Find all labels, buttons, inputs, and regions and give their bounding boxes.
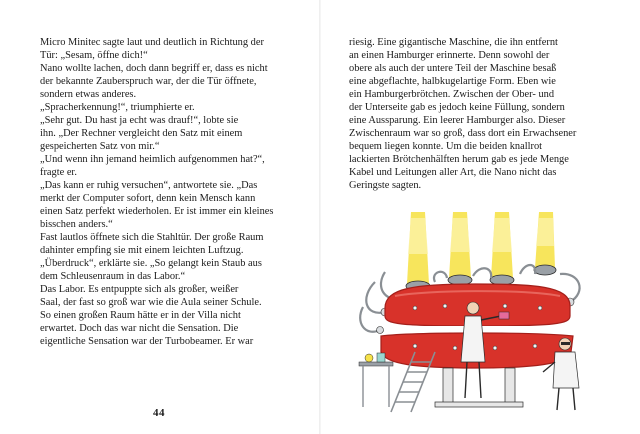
right-page-line: Geringste sagten. [349,180,422,191]
left-page-line: sondern etwas anderes. [40,89,137,100]
right-page-line: lackierten Brötchenhälften herum gab es jede Menge [349,154,569,165]
right-page-line: Kabel und Leitungen aller Art, die Nano nicht das [349,167,557,178]
left-page-line: „Und wenn ihn jemand heimlich aufgenommen hat?“, [40,154,265,165]
right-page-line: an einen Hamburger erinnerte. Denn sowohl der [349,50,550,61]
left-page-line: dahinter empfing sie mit einem leichten Luftzug. [40,245,244,256]
left-page-line: „Überdruck“, erklärte sie. „So gelangt kein Staub aus [40,258,262,269]
left-page-line: Micro Minitec sagte laut und deutlich in Richtung der [40,37,264,48]
left-page-line: einen Satz perfekt wiederholen. Er ist immer ein kleines [40,206,274,217]
left-page-line: Das Labor. Es entpuppte sich als großer, weißer [40,284,239,295]
left-page-line: gespeicherten Satz von mir.“ [40,141,160,152]
right-page-line: bequem liegen konnte. Um die beiden knallrot [349,141,543,152]
turbobeamer-illustration [355,212,595,417]
left-page-line: „Das kann er ruhig versuchen“, antwortete sie. „Das [40,180,258,191]
left-page-line: So einen großen Raum hätte er in der Villa nicht [40,310,241,321]
right-page-line: Zwischenraum war so groß, dass dort ein Erwachsener [349,128,577,139]
left-page-line: Nano wollte lachen, doch dann begriff er, dass es nicht [40,63,268,74]
right-page-line: ein Hamburgerbrötchen. Zwischen der Ober- und [349,89,555,100]
left-page-line: der bekannte Zauberspruch war, der die Tür öffnete, [40,76,257,87]
right-page-line: obere als auch der untere Teil der Maschine besaß [349,63,557,74]
left-page-line: ihn. „Der Rechner vergleicht den Satz mit einem [40,128,243,139]
left-page-line: bisschen anders.“ [40,219,113,230]
left-page-line: Saal, der fast so groß war wie die Aula seiner Schule. [40,297,262,308]
left-page-line: „Spracherkennung!“, triumphierte er. [40,102,195,113]
right-page-text [349,36,611,192]
left-page-line: erwartet. Doch das war nicht die Sensation. Die [40,323,239,334]
page-number: 44 [153,407,165,419]
left-page-line: merkt der Computer sofort, denn kein Mensch kann [40,193,256,204]
left-page-line: dem Schleusenraum in das Labor.“ [40,271,186,282]
left-page-line: „Sehr gut. Du hast ja echt was drauf!“, lobte sie [40,115,239,126]
left-page-line: Fast lautlos öffnete sich die Stahltür. Der große Raum [40,232,264,243]
right-page-line: eine Aussparung. Ein leerer Hamburger also. Dieser [349,115,566,126]
instrument-cart [359,353,393,407]
left-page-line: fragte er. [40,167,77,178]
left-page-text [40,36,302,348]
book-gutter [319,0,321,434]
light-beams [407,212,555,284]
right-page-line: der Unterseite gab es jedoch keine Füllung, sondern [349,102,565,113]
left-page-line: eigentliche Sensation war der Turbobeamer. Er war [40,336,254,347]
right-page-line: riesig. Eine gigantische Maschine, die ihn entfernt [349,37,558,48]
right-page-line: eine abgeflachte, halbkugelartige Form. Eben wie [349,76,556,87]
left-page-line: Tür: „Sesam, öffne dich!“ [40,50,148,61]
